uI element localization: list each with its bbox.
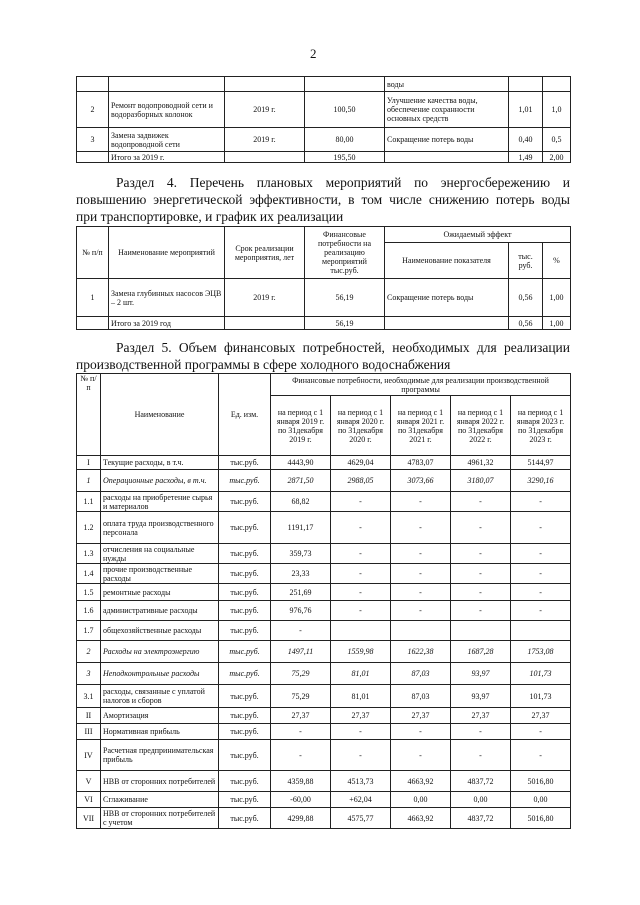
header-period-2023: на период с 1 января 2023 г. по 31декабря 2023 г. bbox=[511, 396, 571, 456]
table-row bbox=[77, 621, 571, 641]
row-value: 4961,32 bbox=[451, 456, 511, 470]
row-number: 1.1 bbox=[77, 492, 101, 512]
row-name: расходы, связанные с уплатой налогов и сборов bbox=[101, 685, 219, 708]
row-number: V bbox=[77, 771, 101, 792]
table-row bbox=[77, 808, 571, 829]
header-indicator: Наименование показателя bbox=[385, 243, 509, 279]
total-rub: 0,56 bbox=[509, 317, 543, 330]
row-value: - bbox=[511, 564, 571, 584]
table-row bbox=[77, 641, 571, 663]
row-value: - bbox=[451, 492, 511, 512]
row-value: 93,97 bbox=[451, 663, 511, 685]
table-row bbox=[77, 544, 571, 564]
table-row bbox=[77, 279, 571, 317]
table-row bbox=[77, 492, 571, 512]
row-unit: тыс.руб. bbox=[219, 621, 271, 641]
row-value: 1191,17 bbox=[271, 512, 331, 544]
row-value: 3073,66 bbox=[391, 470, 451, 492]
row-unit: тыс.руб. bbox=[219, 663, 271, 685]
row-value: 87,03 bbox=[391, 663, 451, 685]
row-name: общехозяйственные расходы bbox=[101, 621, 219, 641]
row-value: - bbox=[451, 724, 511, 740]
row-value: - bbox=[331, 564, 391, 584]
row-value bbox=[391, 621, 451, 641]
row-value: 4299,88 bbox=[271, 808, 331, 829]
row-value: 68,82 bbox=[271, 492, 331, 512]
row-value: 3290,16 bbox=[511, 470, 571, 492]
row-value: 5016,80 bbox=[511, 808, 571, 829]
total-row bbox=[77, 152, 571, 163]
effect-rub: 1,01 bbox=[509, 92, 543, 128]
header-period-2019: на период с 1 января 2019 г. по 31декабря 2019 г. bbox=[271, 396, 331, 456]
row-number: I bbox=[77, 456, 101, 470]
row-value: - bbox=[451, 584, 511, 601]
header-period-2020: на период с 1 января 2020 г. по 31декабря 2020 г. bbox=[331, 396, 391, 456]
row-name: ремонтные расходы bbox=[101, 584, 219, 601]
section-4-line-3: при транспортировке, и график их реализации bbox=[76, 209, 344, 224]
row-unit: тыс.руб. bbox=[219, 564, 271, 584]
row-number: II bbox=[77, 708, 101, 724]
row-number: 1 bbox=[77, 470, 101, 492]
row-number: 2 bbox=[77, 92, 109, 128]
row-unit: тыс.руб. bbox=[219, 456, 271, 470]
row-name: расходы на приобретение сырья и материалов bbox=[101, 492, 219, 512]
row-unit: тыс.руб. bbox=[219, 724, 271, 740]
table-row bbox=[77, 128, 571, 152]
row-value: 75,29 bbox=[271, 663, 331, 685]
row-value: 27,37 bbox=[451, 708, 511, 724]
row-number: 2 bbox=[77, 641, 101, 663]
row-value: - bbox=[331, 740, 391, 771]
total-sum: 56,19 bbox=[305, 317, 385, 330]
row-value: 1559,98 bbox=[331, 641, 391, 663]
header-num: № п/п bbox=[77, 227, 109, 279]
table-row bbox=[77, 708, 571, 724]
row-value: - bbox=[511, 492, 571, 512]
sum: 100,50 bbox=[305, 92, 385, 128]
row-unit: тыс.руб. bbox=[219, 601, 271, 621]
row-value: - bbox=[511, 584, 571, 601]
row-value: - bbox=[451, 601, 511, 621]
row-value: - bbox=[331, 512, 391, 544]
effect-rub: 0,56 bbox=[509, 279, 543, 317]
table-row bbox=[77, 584, 571, 601]
row-number: IV bbox=[77, 740, 101, 771]
row-value: - bbox=[331, 601, 391, 621]
header-num: № п/п bbox=[77, 374, 101, 456]
row-value: - bbox=[511, 740, 571, 771]
row-value: 4783,07 bbox=[391, 456, 451, 470]
table-row bbox=[77, 663, 571, 685]
row-value: 27,37 bbox=[331, 708, 391, 724]
total-label: Итого за 2019 г. bbox=[109, 152, 225, 163]
row-value: 0,00 bbox=[451, 792, 511, 808]
table-row bbox=[77, 601, 571, 621]
header-pct: % bbox=[543, 243, 571, 279]
row-value: - bbox=[511, 512, 571, 544]
table-row bbox=[77, 92, 571, 128]
sum: 56,19 bbox=[305, 279, 385, 317]
row-value: 87,03 bbox=[391, 685, 451, 708]
row-value: - bbox=[331, 584, 391, 601]
header-row bbox=[77, 374, 571, 396]
section-4-line-1: Раздел 4. Перечень плановых мероприятий по энергосбережению и bbox=[116, 175, 570, 190]
row-value: 2871,50 bbox=[271, 470, 331, 492]
table-row bbox=[77, 792, 571, 808]
row-number: 1.6 bbox=[77, 601, 101, 621]
measure-name: Замена задвижек водопроводной сети bbox=[109, 128, 225, 152]
header-row bbox=[77, 227, 571, 243]
row-value: 4443,90 bbox=[271, 456, 331, 470]
row-value bbox=[451, 621, 511, 641]
row-unit: тыс.руб. bbox=[219, 808, 271, 829]
table-row bbox=[77, 77, 571, 92]
effect-pct: 1,0 bbox=[543, 92, 571, 128]
financial-needs-table bbox=[76, 373, 571, 829]
row-value: - bbox=[511, 601, 571, 621]
row-value: 4629,04 bbox=[331, 456, 391, 470]
row-unit: тыс.руб. bbox=[219, 792, 271, 808]
row-number: 1.5 bbox=[77, 584, 101, 601]
indicator: Сокращение потерь воды bbox=[385, 279, 509, 317]
table-row bbox=[77, 771, 571, 792]
row-value: - bbox=[331, 724, 391, 740]
table-row bbox=[77, 724, 571, 740]
sum: 80,00 bbox=[305, 128, 385, 152]
row-value: - bbox=[271, 724, 331, 740]
row-value: - bbox=[451, 564, 511, 584]
row-name: Расходы на электроэнергию bbox=[101, 641, 219, 663]
row-name: отчисления на социальные нужды bbox=[101, 544, 219, 564]
measure-name: Замена глубинных насосов ЭЦВ – 2 шт. bbox=[109, 279, 225, 317]
row-name: прочие производственные расходы bbox=[101, 564, 219, 584]
row-number: 1.2 bbox=[77, 512, 101, 544]
fragment-cell: воды bbox=[385, 77, 509, 92]
row-number: 1.7 bbox=[77, 621, 101, 641]
row-number: 1.4 bbox=[77, 564, 101, 584]
row-number: III bbox=[77, 724, 101, 740]
row-value: 27,37 bbox=[511, 708, 571, 724]
row-unit: тыс.руб. bbox=[219, 740, 271, 771]
total-pct: 1,00 bbox=[543, 317, 571, 330]
total-rub: 1,49 bbox=[509, 152, 543, 163]
row-value: 4837,72 bbox=[451, 808, 511, 829]
row-value: 27,37 bbox=[391, 708, 451, 724]
row-value: - bbox=[391, 601, 451, 621]
header-rub: тыс. руб. bbox=[509, 243, 543, 279]
row-value: 3180,07 bbox=[451, 470, 511, 492]
row-name: оплата труда производственного персонала bbox=[101, 512, 219, 544]
row-unit: тыс.руб. bbox=[219, 470, 271, 492]
row-value: 359,73 bbox=[271, 544, 331, 564]
row-value: 5144,97 bbox=[511, 456, 571, 470]
row-value: 2988,05 bbox=[331, 470, 391, 492]
row-value: 27,37 bbox=[271, 708, 331, 724]
total-pct: 2,00 bbox=[543, 152, 571, 163]
row-number: VI bbox=[77, 792, 101, 808]
row-value: - bbox=[511, 724, 571, 740]
row-value: 81,01 bbox=[331, 663, 391, 685]
term: 2019 г. bbox=[225, 128, 305, 152]
row-value: - bbox=[391, 584, 451, 601]
effect-pct: 0,5 bbox=[543, 128, 571, 152]
row-value: 81,01 bbox=[331, 685, 391, 708]
row-value: 0,00 bbox=[391, 792, 451, 808]
table-row bbox=[77, 456, 571, 470]
row-value: 4359,88 bbox=[271, 771, 331, 792]
header-period-2022: на период с 1 января 2022 г. по 31декабря 2022 г. bbox=[451, 396, 511, 456]
row-value: - bbox=[511, 544, 571, 564]
row-name: Нормативная прибыль bbox=[101, 724, 219, 740]
row-value: 4663,92 bbox=[391, 771, 451, 792]
row-number: 3 bbox=[77, 663, 101, 685]
table-row bbox=[77, 740, 571, 771]
row-unit: тыс.руб. bbox=[219, 641, 271, 663]
row-value: 0,00 bbox=[511, 792, 571, 808]
header-name: Наименование bbox=[101, 374, 219, 456]
row-name: Неподконтрольные расходы bbox=[101, 663, 219, 685]
table-row bbox=[77, 470, 571, 492]
table-row bbox=[77, 564, 571, 584]
total-sum: 195,50 bbox=[305, 152, 385, 163]
row-name: Операционные расходы, в т.ч. bbox=[101, 470, 219, 492]
energy-measures-table bbox=[76, 226, 571, 330]
row-name: Расчетная предпринимательская прибыль bbox=[101, 740, 219, 771]
row-value: - bbox=[451, 512, 511, 544]
term: 2019 г. bbox=[225, 92, 305, 128]
row-name: НВВ от сторонних потребителей с учетом bbox=[101, 808, 219, 829]
row-value: 93,97 bbox=[451, 685, 511, 708]
indicator: Улучшение качества воды, обеспечение сохранности основных средств bbox=[385, 92, 509, 128]
total-label: Итого за 2019 год bbox=[109, 317, 225, 330]
header-period-2021: на период с 1 января 2021 г. по 31декабря 2021 г. bbox=[391, 396, 451, 456]
row-value: 5016,80 bbox=[511, 771, 571, 792]
measures-table-continuation bbox=[76, 76, 571, 163]
row-unit: тыс.руб. bbox=[219, 584, 271, 601]
section-5-line-1: Раздел 5. Объем финансовых потребностей, необходимых для реализации bbox=[116, 340, 570, 355]
row-value: - bbox=[451, 544, 511, 564]
row-name: административные расходы bbox=[101, 601, 219, 621]
row-name: Сглаживание bbox=[101, 792, 219, 808]
section-4-line-2: повышению энергетической эффективности, в том числе снижению потерь воды bbox=[76, 192, 570, 207]
effect-pct: 1,00 bbox=[543, 279, 571, 317]
table-row bbox=[77, 512, 571, 544]
section-5-heading bbox=[76, 339, 570, 373]
header-name: Наименование мероприятий bbox=[109, 227, 225, 279]
row-unit: тыс.руб. bbox=[219, 771, 271, 792]
row-value: - bbox=[331, 492, 391, 512]
row-value: 1497,11 bbox=[271, 641, 331, 663]
row-number: 3.1 bbox=[77, 685, 101, 708]
row-number: 1 bbox=[77, 279, 109, 317]
row-value: - bbox=[391, 724, 451, 740]
table-row bbox=[77, 685, 571, 708]
row-value: - bbox=[391, 740, 451, 771]
term: 2019 г. bbox=[225, 279, 305, 317]
page-number: 2 bbox=[310, 46, 317, 61]
total-row bbox=[77, 317, 571, 330]
header-unit: Ед. изм. bbox=[219, 374, 271, 456]
header-group: Финансовые потребности, необходимые для реализации производственной программы bbox=[271, 374, 571, 396]
row-value bbox=[331, 621, 391, 641]
row-number: VII bbox=[77, 808, 101, 829]
row-value: +62,04 bbox=[331, 792, 391, 808]
header-finance: Финансовые потребности на реализацию мероприятий тыс.руб. bbox=[305, 227, 385, 279]
section-4-heading bbox=[76, 174, 570, 225]
row-value: - bbox=[451, 740, 511, 771]
header-effect: Ожидаемый эффект bbox=[385, 227, 571, 243]
row-unit: тыс.руб. bbox=[219, 685, 271, 708]
row-value: 75,29 bbox=[271, 685, 331, 708]
row-value: 4575,77 bbox=[331, 808, 391, 829]
row-value: 101,73 bbox=[511, 685, 571, 708]
row-unit: тыс.руб. bbox=[219, 708, 271, 724]
row-value: 4513,73 bbox=[331, 771, 391, 792]
row-value: - bbox=[271, 740, 331, 771]
effect-rub: 0,40 bbox=[509, 128, 543, 152]
indicator: Сокращение потерь воды bbox=[385, 128, 509, 152]
row-value bbox=[511, 621, 571, 641]
row-value: 4663,92 bbox=[391, 808, 451, 829]
row-value: - bbox=[391, 492, 451, 512]
section-5-line-2: производственной программы в сфере холодного водоснабжения bbox=[76, 357, 451, 372]
row-value: 4837,72 bbox=[451, 771, 511, 792]
row-value: - bbox=[271, 621, 331, 641]
row-value: - bbox=[391, 512, 451, 544]
row-value: 976,76 bbox=[271, 601, 331, 621]
row-unit: тыс.руб. bbox=[219, 544, 271, 564]
row-name: НВВ от сторонних потребителей bbox=[101, 771, 219, 792]
row-value: - bbox=[391, 564, 451, 584]
row-value: 23,33 bbox=[271, 564, 331, 584]
row-value: 101,73 bbox=[511, 663, 571, 685]
row-value: 251,69 bbox=[271, 584, 331, 601]
row-value: 1753,08 bbox=[511, 641, 571, 663]
row-unit: тыс.руб. bbox=[219, 512, 271, 544]
measure-name: Ремонт водопроводной сети и водоразборных колонок bbox=[109, 92, 225, 128]
row-value: - bbox=[331, 544, 391, 564]
header-term: Срок реализации мероприятия, лет bbox=[225, 227, 305, 279]
row-value: 1622,38 bbox=[391, 641, 451, 663]
row-value: -60,00 bbox=[271, 792, 331, 808]
row-number: 3 bbox=[77, 128, 109, 152]
row-name: Амортизация bbox=[101, 708, 219, 724]
row-name: Текущие расходы, в т.ч. bbox=[101, 456, 219, 470]
row-value: 1687,28 bbox=[451, 641, 511, 663]
row-number: 1.3 bbox=[77, 544, 101, 564]
row-unit: тыс.руб. bbox=[219, 492, 271, 512]
row-value: - bbox=[391, 544, 451, 564]
